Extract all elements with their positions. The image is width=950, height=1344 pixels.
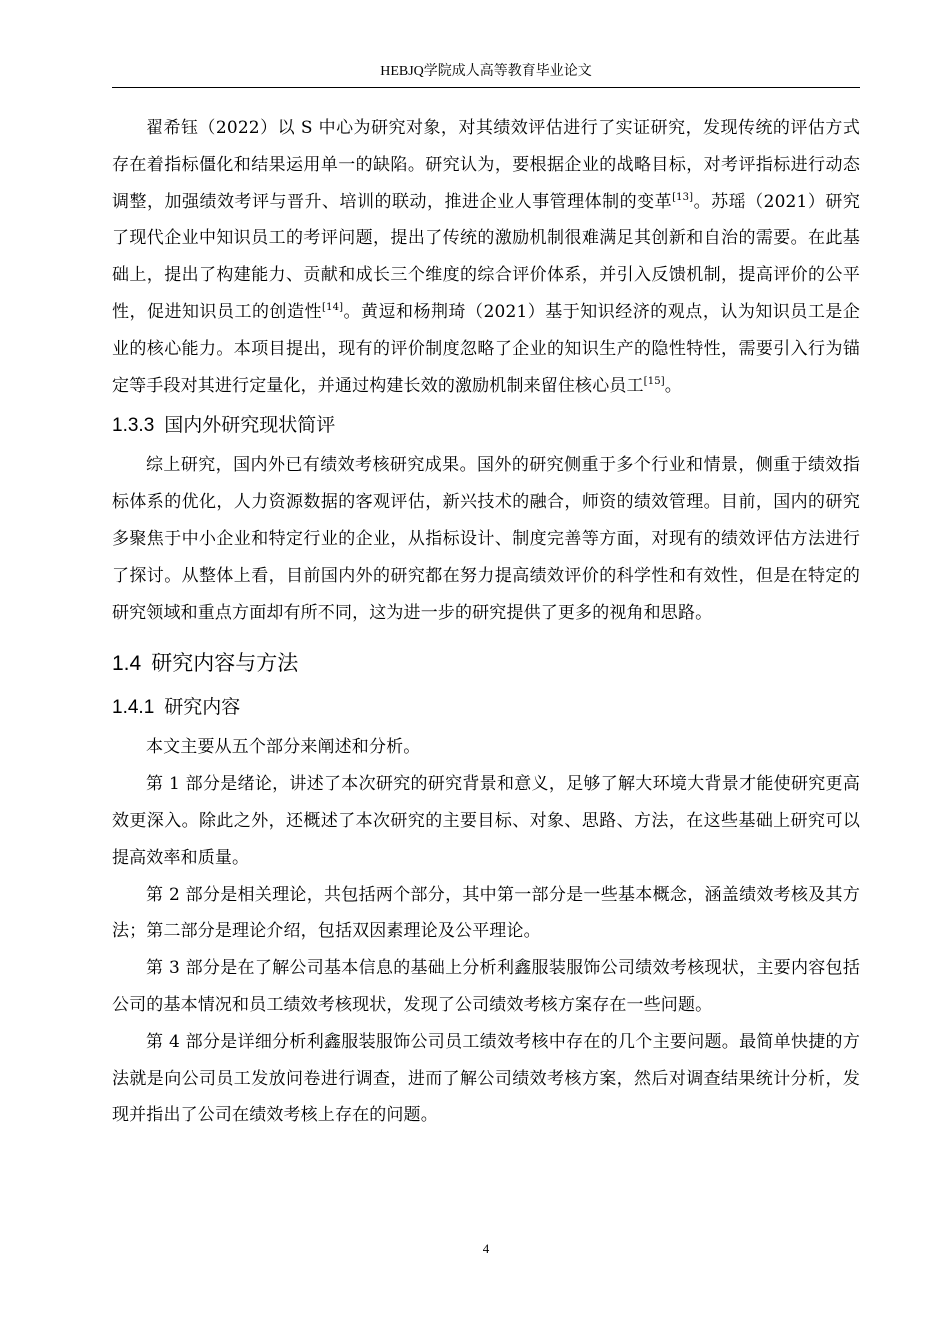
section-number: 1.4 [112,652,142,676]
paragraph-literature-domestic [112,110,860,404]
page-body [112,110,860,1134]
section-heading-1-3-3 [112,408,860,443]
paragraph-text: 。苏瑶（2021）研究了现代企业中知识员工的考评问题，提出了传统的激励机制很难满足其创新和自治的需要。在此基础上，提出了构建能力、贡献和成长三个维度的综合评价体系，并引入反馈机制，提高评价的公平性，促进知识员工的创造性 [112,191,860,322]
paragraph-text: 。黄逗和杨荆琦（2021）基于知识经济的观点，认为知识员工是企业的核心能力。本项目提出，现有的评价制度忽略了企业的知识生产的隐性特性，需要引入行为锚定等手段对其进行定量化，并通过构建长效的激励机制来留住核心员工 [112,301,860,396]
section-heading-1-4-1 [112,690,860,725]
section-number: 1.3.3 [112,415,155,437]
paragraph-part-1: 第 1 部分是绪论，讲述了本次研究的研究背景和意义，足够了解大环境大背景才能使研究更高效更深入。除此之外，还概述了本次研究的主要目标、对象、思路、方法，在这些基础上研究可以提高效率和质量。 [112,774,860,868]
paragraph-text: 翟希钰（2022）以 S 中心为研究对象，对其绩效评估进行了实证研究，发现传统的评估方式存在着指标僵化和结果运用单一的缺陷。研究认为，要根据企业的战略目标，对考评指标进行动态调整，加强绩效考评与晋升、培训的联动，推进企业人事管理体制的变革 [112,118,860,212]
header-divider [112,87,860,88]
section-title: 研究内容与方法 [151,651,299,676]
paragraph-review-summary: 综上研究，国内外已有绩效考核研究成果。国外的研究侧重于多个行业和情景，侧重于绩效指标体系的优化，人力资源数据的客观评估，新兴技术的融合，师资的绩效管理。目前，国内的研究多聚焦于中小企业和特定行业的企业，从指标设计、制度完善等方面，对现有的绩效评估方法进行了探讨。从整体上看，目前国内外的研究都在努力提高绩效评价的科学性和有效性，但是在特定的研究领域和重点方面却有所不同，这为进一步的研究提供了更多的视角和思路。 [112,455,860,623]
section-title: 国内外研究现状简评 [164,414,336,437]
paragraph-text: 。 [664,375,682,396]
paragraph-part-2: 第 2 部分是相关理论，共包括两个部分，其中第一部分是一些基本概念，涵盖绩效考核及其方法；第二部分是理论介绍，包括双因素理论及公平理论。 [112,884,860,942]
running-header: HEBJQ学院成人高等教育毕业论文 [380,64,592,79]
paragraph-part-4: 第 4 部分是详细分析利鑫服装服饰公司员工绩效考核中存在的几个主要问题。最简单快捷的方法就是向公司员工发放问卷进行调查，进而了解公司绩效考核方案，然后对调查结果统计分析，发现并指出了公司在绩效考核上存在的问题。 [112,1031,860,1126]
section-title: 研究内容 [164,696,241,719]
section-number: 1.4.1 [112,697,155,719]
citation-ref: [15] [643,375,665,387]
citation-ref: [14] [322,301,344,313]
citation-ref: [13] [672,191,694,203]
section-heading-1-4 [112,645,860,682]
page-number: 4 [482,1241,490,1256]
paragraph-part-3: 第 3 部分是在了解公司基本信息的基础上分析利鑫服装服饰公司绩效考核现状，主要内容包括公司的基本情况和员工绩效考核现状，发现了公司绩效考核方案存在一些问题。 [112,958,860,1015]
paragraph-intro-structure: 本文主要从五个部分来阐述和分析。 [146,737,421,758]
